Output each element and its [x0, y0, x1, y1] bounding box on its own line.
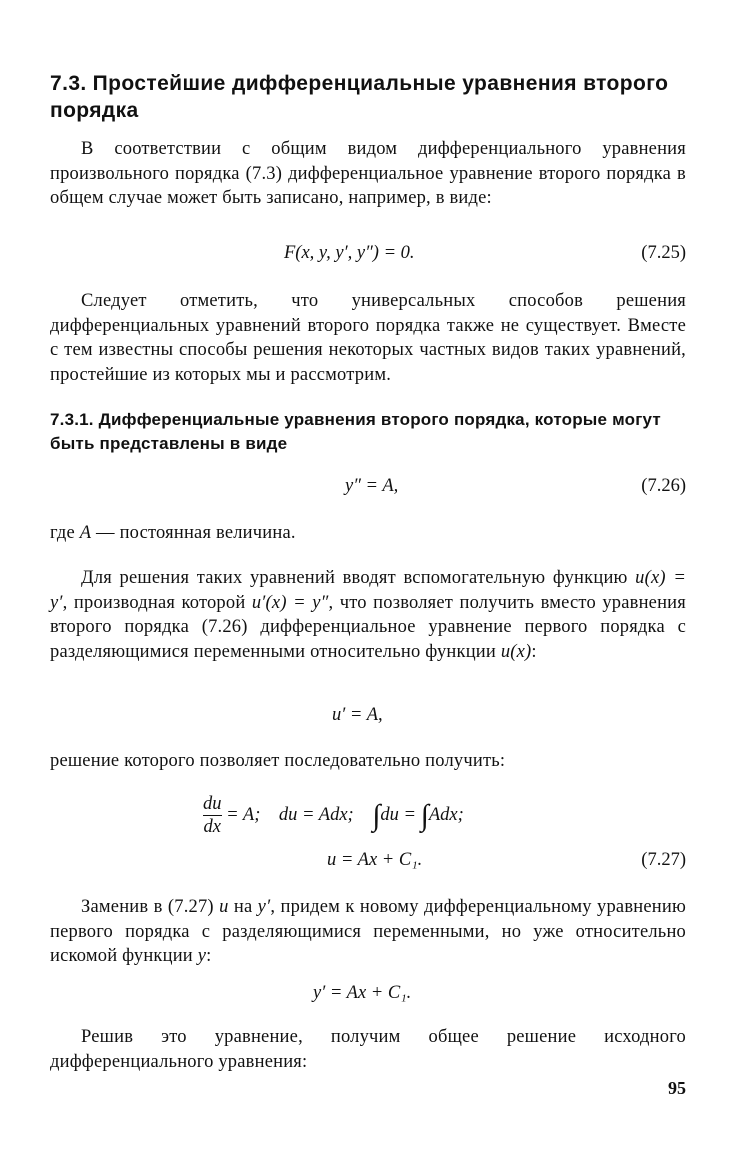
- math-inline: u(x) = y′: [50, 568, 686, 613]
- math-inline: y′: [257, 897, 271, 917]
- page-number: 95: [668, 1078, 686, 1098]
- paragraph-intro: В соответствии с общим видом дифференциального уравнения произвольного порядка (7.3) дифференциальное уравнение второго порядка в общем случае может быть записано, например, в виде:: [50, 139, 686, 208]
- equation-7-27: [327, 850, 422, 871]
- math-inline: u′(x) = y″: [251, 592, 329, 613]
- subsection-heading: [50, 408, 690, 456]
- section-heading: [50, 70, 690, 124]
- fraction-bar: [203, 815, 222, 816]
- equation-formula: u = Ax + C₁.: [327, 850, 423, 870]
- equation-7-25: [284, 243, 415, 264]
- equation-formula: F(x, y, y′, y″) = 0.: [284, 243, 415, 263]
- text: на: [228, 897, 258, 917]
- equation-number-7-25: (7.25): [641, 243, 686, 263]
- paragraph-where: [50, 521, 686, 546]
- subsection-title: Дифференциальные уравнения второго порядка, которые могут быть представлены в виде: [50, 410, 661, 453]
- text: , производная которой: [62, 592, 252, 613]
- section-number: 7.3.: [50, 72, 87, 95]
- equation-y-prime: [313, 983, 411, 1004]
- text: — постоянная величина.: [91, 523, 296, 543]
- subsection-number: 7.3.1.: [50, 410, 94, 429]
- math-inline: u(x): [500, 641, 532, 662]
- text: , придем к новому дифференциальному уравнению первого порядка с разделяющимися переменными, но уже относительно искомой функции: [50, 897, 687, 966]
- math-inline: u: [219, 897, 229, 917]
- text: Заменив в (7.27): [81, 897, 220, 917]
- text: :: [206, 946, 212, 966]
- integral-icon: ∫: [372, 798, 381, 832]
- fraction-denominator: dx: [203, 817, 221, 837]
- math-symbol: A: [79, 523, 92, 543]
- paragraph-method: [50, 566, 686, 664]
- equation-part: du =: [380, 804, 417, 825]
- equation-u-prime: [332, 705, 383, 726]
- equation-formula: y′ = Ax + C₁.: [313, 983, 412, 1003]
- text: где: [50, 523, 80, 543]
- fraction-numerator: du: [203, 794, 222, 814]
- integral-icon: ∫: [420, 798, 429, 832]
- fraction-du-dx: [203, 794, 222, 837]
- text: :: [531, 641, 537, 662]
- paragraph-solution: решение которого позволяет последовательно получить:: [50, 751, 506, 771]
- paragraph-substitution: [50, 895, 686, 969]
- equation-number-7-26: (7.26): [641, 476, 686, 496]
- text: Для решения таких уравнений вводят вспомогательную функцию: [81, 568, 636, 588]
- equation-7-26: [345, 476, 398, 497]
- equation-part: = A;: [226, 804, 261, 825]
- paragraph-general-solution: Решив это уравнение, получим общее решение исходного дифференциального уравнения:: [50, 1027, 686, 1072]
- equation-chain: [203, 794, 464, 837]
- equation-formula: u′ = A,: [332, 705, 383, 725]
- section-title: Простейшие дифференциальные уравнения второго порядка: [50, 72, 669, 122]
- math-inline: y: [197, 946, 207, 966]
- paragraph-remark: Следует отметить, что универсальных способов решения дифференциальных уравнений второго порядка также не существует. Вместе с тем известны способы решения некоторых частных видов таких уравнений, простейшие из которых мы и рассмотрим.: [50, 291, 686, 385]
- equation-part: Adx;: [428, 804, 464, 825]
- equation-number-7-27: (7.27): [641, 850, 686, 870]
- equation-part: du = Adx;: [278, 804, 354, 825]
- text: , что позволяет получить вместо уравнения второго порядка (7.26) дифференциальное уравнение первого порядка с разделяющимися переменными относительно функции: [50, 592, 686, 662]
- equation-formula: y″ = A,: [345, 476, 399, 496]
